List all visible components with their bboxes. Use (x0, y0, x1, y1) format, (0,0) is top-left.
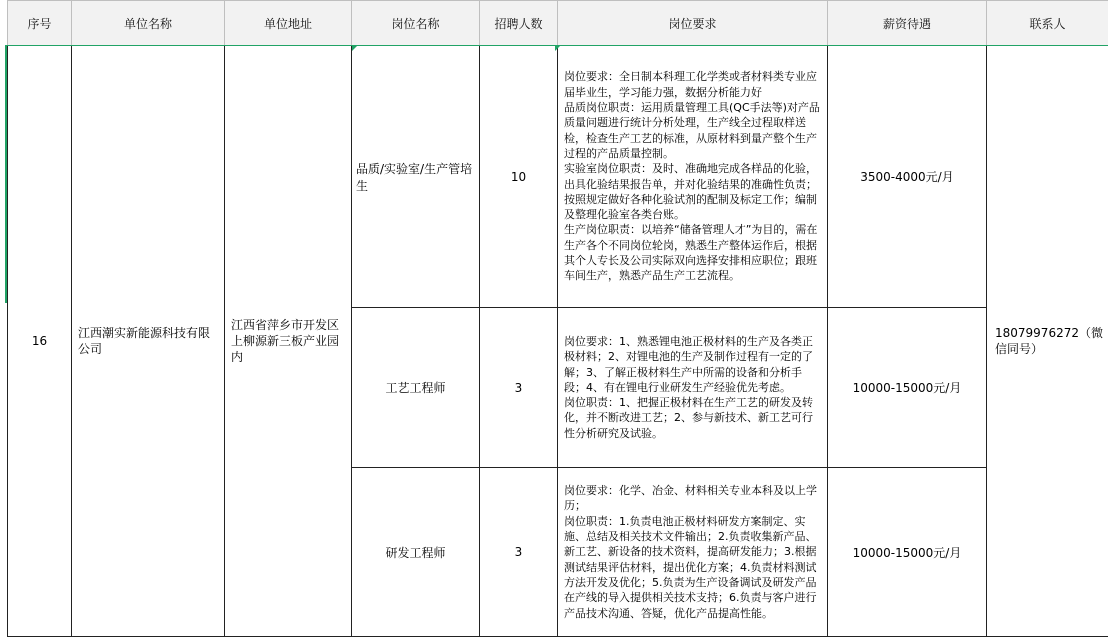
cell-position[interactable]: 品质/实验室/生产管培生 (352, 46, 480, 308)
job-table (7, 0, 1108, 637)
header-address[interactable]: 单位地址 (225, 1, 352, 46)
cell-count[interactable]: 3 (480, 308, 558, 468)
comment-marker-icon (555, 46, 560, 51)
cell-address[interactable]: 江西省萍乡市开发区上柳源新三板产业园内 (225, 46, 352, 637)
cell-count[interactable]: 3 (480, 468, 558, 637)
cell-contact[interactable]: 18079976272（微信同号） (987, 46, 1108, 637)
cell-count[interactable]: 10 (480, 46, 558, 308)
cell-requirements[interactable]: 岗位要求：全日制本科理工化学类或者材料类专业应届毕业生，学习能力强，数据分析能力好 品质岗位职责：运用质量管理工具(QC手法等)对产品质量问题进行统计分析处理，生产线全过程取样送检，检查生产工艺的标准，从原材料到量产整个生产过程的产品质量控制。 实验室岗位职责：及时、准确地完成各样品的化验，出具化验结果报告单，并对化验结果的准确性负责；按照规定做好各种化验试剂的配制及标定工作；编制及整理化验室各类台账。 生产岗位职责：以培养“储备管理人才”为目的，需在生产各个不同岗位轮岗，熟悉生产整体运作后，根据其个人专长及公司实际双向选择安排相应职位；跟班车间生产，熟悉产品生产工艺流程。 (558, 46, 828, 308)
cell-salary[interactable]: 10000-15000元/月 (828, 308, 987, 468)
cell-requirements[interactable]: 岗位要求：1、熟悉锂电池正极材料的生产及各类正极材料；2、对锂电池的生产及制作过程有一定的了解；3、了解正极材料生产中所需的设备和分析手段；4、有在锂电行业研发生产经验优先考虑。 岗位职责：1、把握正极材料在生产工艺的研发及转化，并不断改进工艺；2、参与新技术、新工艺可行性分析研究及试验。 (558, 308, 828, 468)
selection-left-border (5, 45, 7, 303)
header-index[interactable]: 序号 (8, 1, 72, 46)
header-count[interactable]: 招聘人数 (480, 1, 558, 46)
cell-position[interactable]: 研发工程师 (352, 468, 480, 637)
header-contact[interactable]: 联系人 (987, 1, 1108, 46)
table-row (8, 46, 1108, 308)
cell-salary[interactable]: 10000-15000元/月 (828, 468, 987, 637)
header-company[interactable]: 单位名称 (72, 1, 225, 46)
cell-index[interactable]: 16 (8, 46, 72, 637)
cell-position[interactable]: 工艺工程师 (352, 308, 480, 468)
cell-company[interactable]: 江西潮实新能源科技有限公司 (72, 46, 225, 637)
comment-marker-icon (352, 46, 357, 51)
header-requirements[interactable]: 岗位要求 (558, 1, 828, 46)
header-row (8, 1, 1108, 46)
cell-requirements[interactable]: 岗位要求：化学、冶金、材料相关专业本科及以上学历； 岗位职责：1.负责电池正极材料研发方案制定、实施、总结及相关技术文件输出；2.负责收集新产品、新工艺、新设备的技术资料，提高研发能力；3.根据测试结果评估材料，提出优化方案；4.负责材料测试方法开发及优化；5.负责为生产设备调试及研发产品在产线的导入提供相关技术支持；6.负责与客户进行产品技术沟通、答疑，优化产品提高性能。 (558, 468, 828, 637)
header-salary[interactable]: 薪资待遇 (828, 1, 987, 46)
cell-salary[interactable]: 3500-4000元/月 (828, 46, 987, 308)
header-position[interactable]: 岗位名称 (352, 1, 480, 46)
